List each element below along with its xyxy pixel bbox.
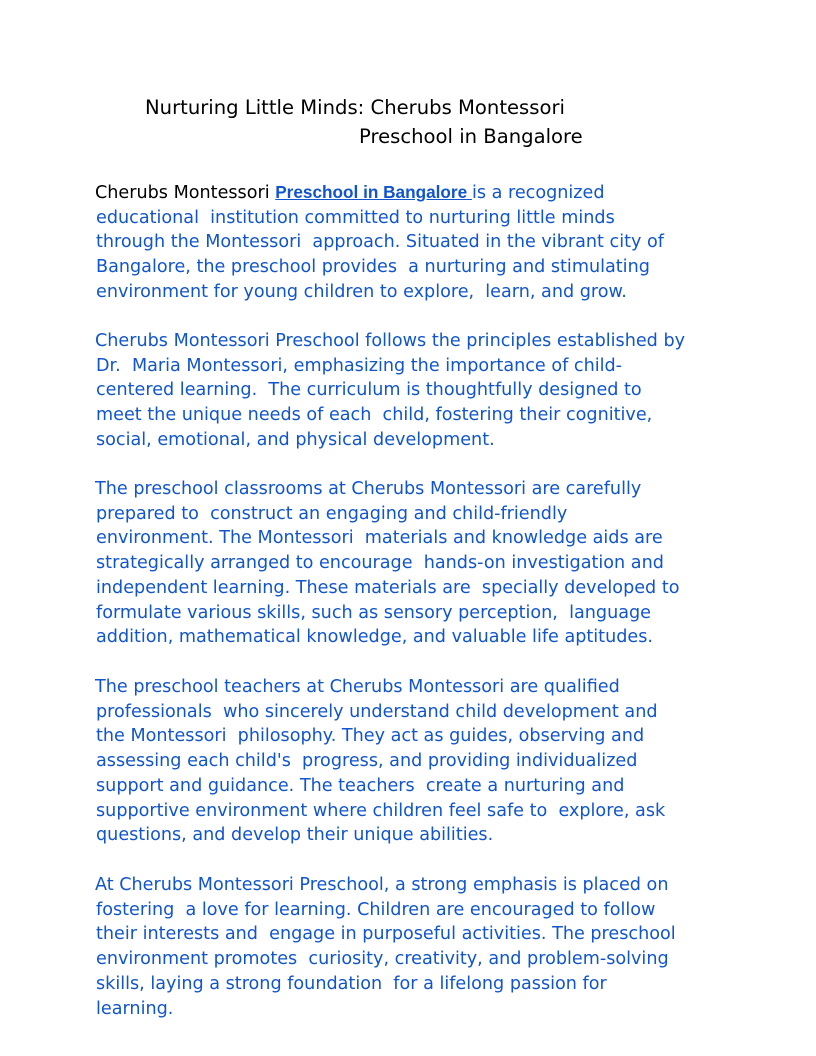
- paragraph-line: formulate various skills, such as sensory perception, language: [96, 602, 651, 623]
- paragraph-line: social, emotional, and physical development.: [96, 429, 495, 450]
- paragraph-principles: [95, 329, 735, 453]
- paragraph-line: The preschool teachers at Cherubs Montessori are qualified: [95, 677, 620, 697]
- paragraph-line: educational institution committed to nurturing little minds: [96, 207, 615, 228]
- paragraph-line: fostering a love for learning. Children are encouraged to follow: [96, 899, 656, 920]
- page-title-line-2: Preschool in Bangalore: [359, 125, 583, 148]
- paragraph-line: questions, and develop their unique abilities.: [96, 825, 494, 846]
- paragraph-line: At Cherubs Montessori Preschool, a strong emphasis is placed on: [95, 875, 669, 895]
- paragraph-classrooms: [95, 477, 735, 650]
- paragraph-intro: [95, 180, 735, 305]
- line-text: is a recognized: [471, 183, 605, 203]
- paragraph-line: support and guidance. The teachers create a nurturing and: [96, 775, 625, 796]
- paragraph-line: Bangalore, the preschool provides a nurturing and stimulating: [96, 257, 650, 278]
- paragraph-line: environment promotes curiosity, creativity, and problem-solving: [96, 949, 669, 970]
- paragraph-line: meet the unique needs of each child, fostering their cognitive,: [96, 405, 653, 426]
- page-title-line-1: Nurturing Little Minds: Cherubs Montessori: [145, 96, 565, 119]
- paragraph-love-for-learning: [95, 873, 735, 1021]
- paragraph-line: strategically arranged to encourage hands-on investigation and: [96, 553, 664, 574]
- paragraph-line: prepared to construct an engaging and child-friendly: [96, 503, 568, 524]
- paragraph-line: Dr. Maria Montessori, emphasizing the importance of child-: [96, 355, 623, 376]
- paragraph-line: independent learning. These materials are specially developed to: [96, 577, 680, 598]
- paragraph-line: professionals who sincerely understand child development and: [96, 701, 658, 722]
- paragraph-line: Cherubs Montessori Preschool follows the principles established by: [95, 331, 686, 351]
- paragraph-line: The preschool classrooms at Cherubs Montessori are carefully: [95, 479, 642, 499]
- paragraph-line: their interests and engage in purposeful activities. The preschool: [96, 924, 676, 945]
- paragraph-line: through the Montessori approach. Situated in the vibrant city of: [96, 232, 664, 253]
- paragraph-line: addition, mathematical knowledge, and valuable life aptitudes.: [96, 627, 653, 648]
- paragraph-line: the Montessori philosophy. They act as guides, observing and: [96, 726, 645, 747]
- paragraph-line: skills, laying a strong foundation for a lifelong passion for: [96, 973, 607, 994]
- paragraph-line: [95, 180, 735, 206]
- lead-text: Cherubs Montessori: [95, 183, 276, 203]
- paragraph-line: environment for young children to explore, learn, and grow.: [96, 281, 627, 302]
- paragraph-line: assessing each child's progress, and providing individualized: [96, 751, 638, 772]
- paragraph-teachers: [95, 675, 735, 848]
- paragraph-line: supportive environment where children feel safe to explore, ask: [96, 800, 666, 821]
- paragraph-line: environment. The Montessori materials and knowledge aids are: [96, 528, 663, 549]
- preschool-link[interactable]: Preschool in Bangalore: [275, 182, 472, 202]
- paragraph-line: learning.: [96, 998, 174, 1019]
- paragraph-line: centered learning. The curriculum is thoughtfully designed to: [96, 380, 642, 401]
